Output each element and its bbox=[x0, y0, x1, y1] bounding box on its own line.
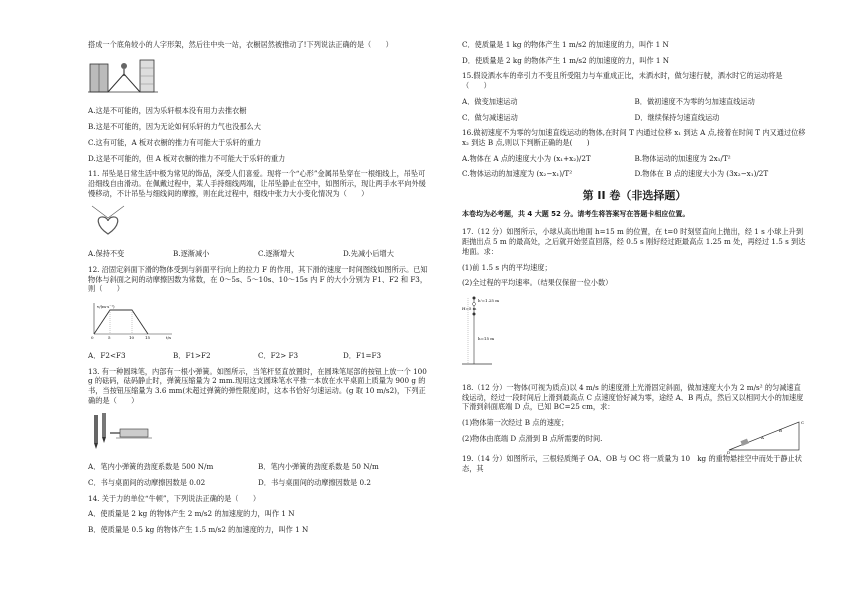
q12-tick-0: 0 bbox=[91, 335, 94, 341]
q16-option-d: D.物体在 B 点的速度大小为 (3x₂−x₁)/2T bbox=[634, 169, 769, 179]
q12-tick-15: 15 bbox=[145, 335, 151, 341]
q18-stem: 18.（12 分）一物体(可视为质点)以 4 m/s 的速度滑上光滑固定斜面，做加速度大小为 2 m/s² 的匀减速直线运动，经过一段时间后上滑到最高点 C 点速度恰好减为零，途经 A、B 两点，然后又以相同大小的加速度下滑到斜面底端 D 点，已知 BC=25 cm，求： bbox=[462, 382, 804, 412]
q15-option-d: D．继续保持匀速直线运动 bbox=[634, 112, 720, 122]
q18-parts-and-figure bbox=[462, 418, 807, 454]
q17-part-2: (2)全过程的平均速率。（结果仅保留一位小数） bbox=[462, 278, 613, 288]
q10-continued-text: 搭成一个底角较小的人字形架，然后往中央一站，衣橱居然被推动了!下列说法正确的是（ ） bbox=[88, 40, 393, 49]
q18-label-A: A bbox=[761, 434, 764, 440]
q14-stem: 14. 关于力的单位“牛顿”，下列说法正确的是（ ） bbox=[88, 493, 261, 503]
right-column bbox=[462, 40, 807, 479]
q10-option-c: C.这有可能，A 板对衣橱的推力有可能大于乐轩的重力 bbox=[88, 137, 262, 147]
q17-stem: 17.（12 分）如图所示，小球从高出地面 h=15 m 的位置，在 t=0 时刻竖直向上抛出，经 1 s 小球上升到距抛出点 5 m 的最高处，之后就开始竖直回落，经 0.5 s 刚好经过距最高点 1.25 m 处，再经过 1.5 s 到达地面。求： bbox=[462, 227, 806, 256]
q15-options-row2 bbox=[462, 113, 807, 123]
q13-option-c: C．书与桌面间的动摩擦因数是 0.02 bbox=[88, 477, 206, 487]
q15-option-b: B．做初速度不为零的匀加速直线运动 bbox=[634, 96, 755, 106]
q11-pendant-figure bbox=[88, 204, 428, 241]
left-column bbox=[88, 40, 428, 541]
q16-option-a: A.物体在 A 点的速度大小为 (x₁+x₂)/2T bbox=[462, 153, 591, 163]
q14-option-c: C．使质量是 1 kg 的物体产生 1 m/s2 的加速度的力，叫作 1 N bbox=[462, 40, 669, 49]
q16-options-row1 bbox=[462, 154, 807, 164]
q14-option-d: D．使质量是 2 kg 的物体产生 1 m/s2 的加速度的力，叫作 1 N bbox=[462, 55, 670, 65]
q16-option-c: C.物体运动的加速度为 (x₂−x₁)/T² bbox=[462, 169, 573, 179]
q14-option-a: A．使质量是 2 kg 的物体产生 2 m/s2 的加速度的力，叫作 1 N bbox=[88, 509, 295, 519]
q13-option-a: A．笔内小弹簧的劲度系数是 500 N/m bbox=[88, 462, 214, 472]
q12-tick-5: 5 bbox=[108, 335, 111, 341]
q12-graph-xlabel: t/s bbox=[166, 335, 172, 341]
q13-options-row2 bbox=[88, 478, 428, 488]
q17-label-h-prime: h'=1.25 m bbox=[478, 298, 499, 304]
q15-stem: 15.假设洒水车的牵引力不变且所受阻力与车重成正比，未洒水时，做匀速行驶，洒水时它的运动将是（ ） bbox=[462, 71, 783, 91]
q19-stem: 19.（14 分）如图所示，三根轻质绳子 OA、OB 与 OC 将一质量为 10 kg 的重物悬挂空中而处于静止状态，其 bbox=[462, 453, 802, 473]
velocity-time-graph bbox=[88, 300, 178, 340]
q18-label-B: B bbox=[779, 427, 782, 433]
q16-stem: 16.做初速度不为零的匀加速直线运动的物体,在时间 T 内通过位移 x₁ 到达 A 点,接着在时间 T 内又通过位移 x₂ 到达 B 点,则以下判断正确的是( ) bbox=[462, 128, 806, 148]
q16-options-row2 bbox=[462, 169, 807, 179]
q16-option-b: B.物体运动的加速度为 2x₁/T² bbox=[634, 153, 731, 163]
q10-option-b: B.这是不可能的，因为无论如何乐轩的力气也没那么大 bbox=[88, 122, 261, 132]
wardrobe-illustration bbox=[88, 56, 168, 96]
q12-option-c: C．F2> F3 bbox=[258, 350, 299, 360]
q17-label-H: H=5 m bbox=[462, 306, 477, 312]
q12-tick-10: 10 bbox=[129, 335, 135, 341]
q18-part-1: (1)物体第一次经过 B 点的速度； bbox=[462, 417, 569, 427]
q13-options-row1 bbox=[88, 462, 428, 472]
q18-parts bbox=[462, 418, 727, 449]
q17-part-1: (1)前 1.5 s 内的平均速度； bbox=[462, 262, 552, 272]
q14-option-b: B．使质量是 0.5 kg 的物体产生 1.5 m/s2 的加速度的力，叫作 1 N bbox=[88, 524, 309, 534]
q11-option-d: D.先减小后增大 bbox=[343, 249, 394, 259]
q15-option-c: C．做匀减速运动 bbox=[462, 112, 518, 122]
q13-option-d: D．书与桌面间的动摩擦因数是 0.2 bbox=[258, 477, 371, 487]
section-ii-note: 本卷均为必考题，共 4 大题 52 分。请考生将答案写在答题卡相应位置。 bbox=[462, 210, 690, 219]
q12-vt-graph bbox=[88, 300, 428, 343]
q10-option-a: A.这是不可能的，因为乐轩根本没有用力去推衣橱 bbox=[88, 106, 247, 116]
q13-pen-figure bbox=[88, 411, 428, 454]
q11-option-c: C.逐渐增大 bbox=[258, 249, 295, 259]
q15-option-a: A．做变加速运动 bbox=[462, 96, 518, 106]
q13-stem: 13. 有一种圆珠笔，内部有一根小弹簧。如图所示，当笔杆竖直放置时，在圆珠笔尾部的按钮上放一个 100 g 的砝码，砝码静止时，弹簧压缩量为 2 mm.现用这支圆珠笔水平推一本放在水平桌面上质量为 900 g 的书，当按钮压缩量为 3.6 mm(未超过弹簧的弹性限度)时，这本书恰好匀速运动。(g 取 10 m/s2)，下列正确的是（ ） bbox=[88, 366, 427, 405]
q17-label-h: h=15 m bbox=[478, 336, 495, 342]
q11-option-b: B.逐渐减小 bbox=[173, 249, 210, 259]
q12-option-d: D．F1=F3 bbox=[343, 350, 382, 360]
q18-label-C: C bbox=[801, 419, 805, 425]
q12-option-b: B．F1>F2 bbox=[173, 350, 211, 360]
q18-part-2: (2)物体由底端 D 点滑到 B 点所需要的时间. bbox=[462, 433, 603, 443]
q11-options bbox=[88, 249, 428, 259]
q12-graph-ylabel: v/(m·s⁻¹) bbox=[97, 304, 115, 310]
q18-label-D: D bbox=[727, 449, 731, 454]
q11-option-a: A.保持不变 bbox=[88, 249, 125, 259]
q15-options-row1 bbox=[462, 97, 807, 107]
vertical-throw-diagram bbox=[462, 294, 542, 372]
heart-pendant-icon bbox=[88, 204, 128, 238]
q11-stem: 11. 吊坠是日常生活中极为常见的饰品，深受人们喜爱。现将一个“心形”金属吊坠穿在一根细线上，吊坠可沿细线自由滑动。在佩戴过程中，某人手持细线两端，让吊坠静止在空中，如图所示，现让两手水平向外缓慢移动，不计吊坠与细线间的摩擦，则在此过程中，细线中张力大小变化情况为（ ） bbox=[88, 169, 426, 198]
q12-option-a: A．F2<F3 bbox=[88, 350, 126, 360]
ballpoint-pen-illustration bbox=[88, 411, 158, 451]
q10-option-d: D.这是不可能的，但 A 板对衣橱的推力不可能大于乐轩的重力 bbox=[88, 153, 286, 163]
incline-diagram bbox=[727, 418, 807, 454]
q12-options bbox=[88, 351, 428, 361]
q10-wardrobe-figure bbox=[88, 56, 428, 99]
q12-stem: 12. 沿固定斜面下滑的物体受到与斜面平行向上的拉力 F 的作用，其下滑的速度一时间图线如图所示。已知物体与斜面之间的动摩擦因数为常数，在 0～5s、5～10s、10～15s 内 F 的大小分别为 F1、F2 和 F3，则（ ） bbox=[88, 264, 428, 294]
q13-option-b: B．笔内小弹簧的劲度系数是 50 N/m bbox=[258, 462, 379, 472]
section-ii-title: 第 II 卷（非选择题） bbox=[582, 189, 687, 203]
q17-throw-figure bbox=[462, 294, 807, 375]
